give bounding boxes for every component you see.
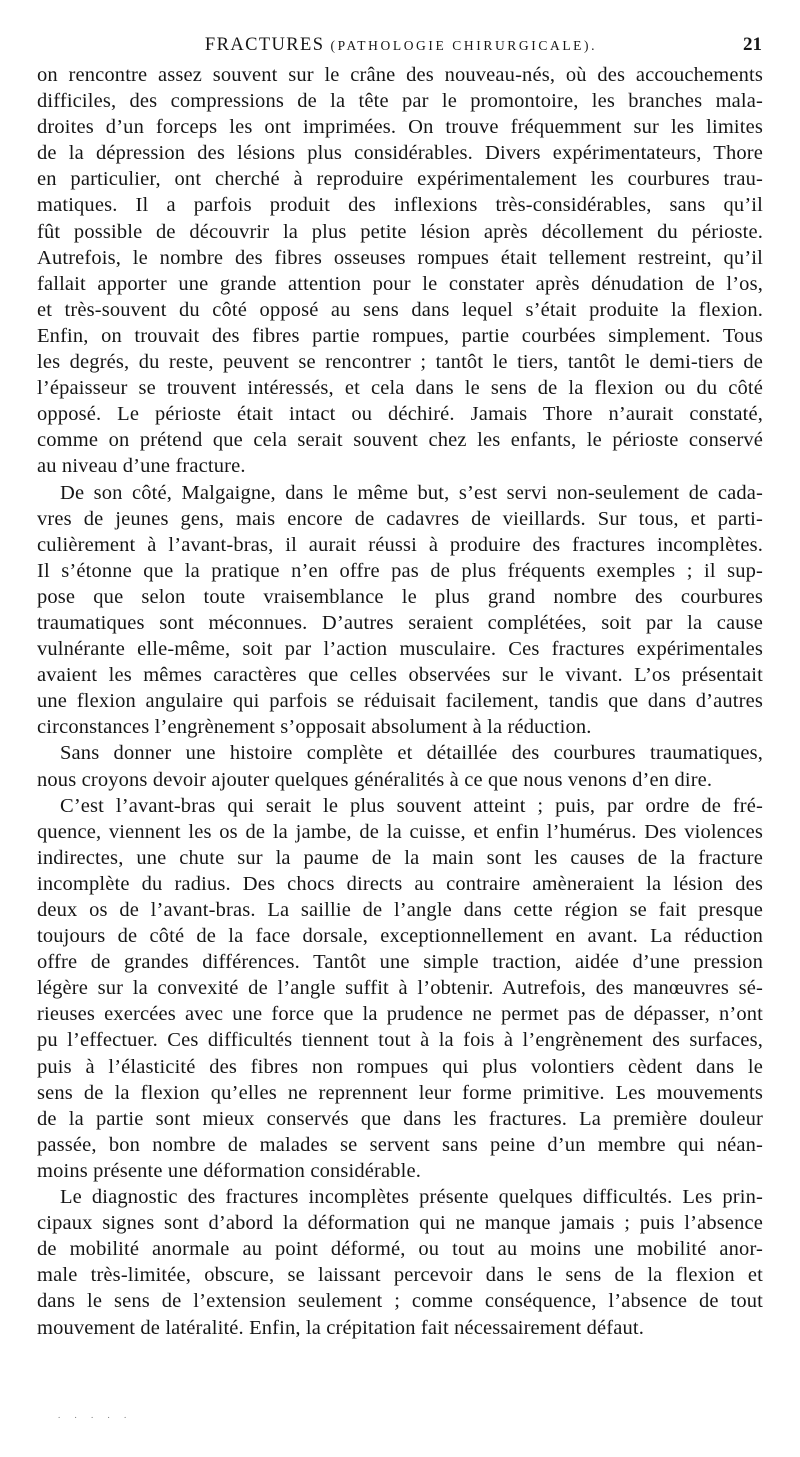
text-line: deux os de l’avant-bras. La saillie de l’angle dans cette région se fait presque (37, 899, 763, 921)
body-text (37, 62, 763, 1341)
text-line: offre de grandes différences. Tantôt une simple traction, aidée d’une pression (37, 951, 763, 974)
text-line: nous croyons devoir ajouter quelques généralités à ce que nous venons d’en dire. (37, 768, 713, 791)
text-line: opposé. Le périoste était intact ou déchiré. Jamais Thore n’aurait constaté, (37, 403, 763, 426)
text-line: en particulier, ont cherché à reproduire expérimentalement les courbures trau- (37, 168, 763, 191)
text-line: au niveau d’une fracture. (37, 455, 246, 478)
text-line: Autrefois, le nombre des fibres osseuses rompues était tellement restreint, qu’il (37, 246, 763, 269)
text-line: passée, bon nombre de malades se servent sans peine d’un membre qui néan- (37, 1133, 763, 1156)
text-line: une flexion angulaire qui parfois se réduisait facilement, tandis que dans d’autres (37, 690, 763, 713)
text-line: matiques. Il a parfois produit des inflexions très-considérables, sans qu’il (37, 194, 763, 217)
text-line: incomplète du radius. Des chocs directs au contraire amèneraient la lésion des (37, 872, 763, 895)
text-line: de mobilité anormale au point déformé, ou tout au moins une mobilité anor- (37, 1238, 763, 1261)
text-line: mouvement de latéralité. Enfin, la crépitation fait nécessairement défaut. (37, 1316, 645, 1339)
text-line: De son côté, Malgaigne, dans le même but, s’est servi non-seulement de cada- (60, 481, 763, 504)
text-line: pu l’effectuer. Ces difficultés tiennent tout à la fois à l’engrènement des surfaces, (37, 1029, 763, 1052)
text-line: vres de jeunes gens, mais encore de cadavres de vieillards. Sur tous, et parti- (37, 507, 763, 530)
text-line: culièrement à l’avant-bras, il aurait réussi à produire des fractures incomplètes. (37, 533, 763, 556)
text-line: rieuses exercées avec une force que la prudence ne permet pas de dépasser, n’ont (37, 1003, 763, 1026)
text-line: vulnérante elle-même, soit par l’action musculaire. Ces fractures expérimentales (37, 638, 763, 661)
running-title-main: FRACTURES (204, 35, 325, 55)
text-line: de la partie sont mieux conservés que dans les fractures. La première douleur (37, 1107, 763, 1130)
running-title (38, 30, 764, 61)
text-line: fût possible de découvrir la plus petite lésion après décollement du périoste. (37, 220, 763, 243)
text-line: on rencontre assez souvent sur le crâne des nouveau-nés, où des accouchements (37, 64, 763, 86)
text-line: quence, viennent les os de la jambe, de la cuisse, et enfin l’humérus. Des violences (37, 820, 763, 843)
text-line: légère sur la convexité de l’angle suffit à l’obtenir. Autrefois, des manœuvres sé- (37, 977, 763, 1000)
text-line: toujours de côté de la face dorsale, exceptionnellement en avant. La réduction (37, 925, 763, 948)
text-line: de la dépression des lésions plus considérables. Divers expérimentateurs, Thore (37, 142, 763, 165)
text-line: l’épaisseur se trouvent intéressés, et cela dans le sens de la flexion ou du côté (37, 377, 763, 400)
text-line: pose que selon toute vraisemblance le plus grand nombre des courbures (37, 585, 763, 608)
text-line: puis à l’élasticité des fibres non rompues qui plus volontiers cèdent dans le (37, 1055, 763, 1078)
text-line: Enfin, on trouvait des fibres partie rompues, partie courbées simplement. Tous (37, 324, 763, 347)
text-line: circonstances l’engrènement s’opposait absolument à la réduction. (37, 716, 592, 739)
text-line: comme on prétend que cela serait souvent chez les enfants, le périoste conservé (37, 429, 763, 452)
text-line: Sans donner une histoire complète et détaillée des courbures traumatiques, (60, 742, 763, 765)
text-line: male très-limitée, obscure, se laissant percevoir dans le sens de la flexion et (37, 1264, 763, 1287)
text-line: et très-souvent du côté opposé au sens dans lequel s’était produite la flexion. (37, 298, 763, 321)
text-line: les degrés, du reste, peuvent se rencontrer ; tantôt le tiers, tantôt le demi-tiers de (37, 351, 763, 374)
page-number: 21 (743, 34, 762, 55)
text-line: sens de la flexion qu’elles ne reprennent leur forme primitive. Les mouvements (37, 1081, 763, 1104)
text-line: dans le sens de l’extension seulement ; comme conséquence, l’absence de tout (37, 1290, 763, 1313)
text-line: C’est l’avant-bras qui serait le plus souvent atteint ; puis, par ordre de fré- (60, 794, 763, 817)
text-line: Il s’étonne que la pratique n’en offre pas de plus fréquents exemples ; il sup- (37, 559, 763, 582)
running-header (38, 30, 764, 60)
text-line: traumatiques sont méconnues. D’autres seraient complétées, soit par la cause (37, 611, 763, 634)
text-line: indirectes, une chute sur la paume de la main sont les causes de la fracture (37, 846, 763, 869)
running-title-sub: (PATHOLOGIE CHIRURGICALE). (330, 38, 598, 53)
text-line: cipaux signes sont d’abord la déformation qui ne manque jamais ; puis l’absence (37, 1212, 763, 1235)
page-mark: . . . . . (58, 1410, 133, 1420)
text-line: fallait apporter une grande attention pour le constater après dénudation de l’os, (37, 272, 763, 295)
text-line: Le diagnostic des fractures incomplètes présente quelques difficultés. Les prin- (60, 1186, 763, 1209)
text-line: avaient les mêmes caractères que celles observées sur le vivant. L’os présentait (37, 664, 763, 687)
text-line: moins présente une déformation considérable. (37, 1159, 422, 1182)
text-line: droites d’un forceps les ont imprimées. On trouve fréquemment sur les limites (37, 116, 763, 139)
text-line: difficiles, des compressions de la tête par le promontoire, les branches mala- (37, 90, 763, 113)
